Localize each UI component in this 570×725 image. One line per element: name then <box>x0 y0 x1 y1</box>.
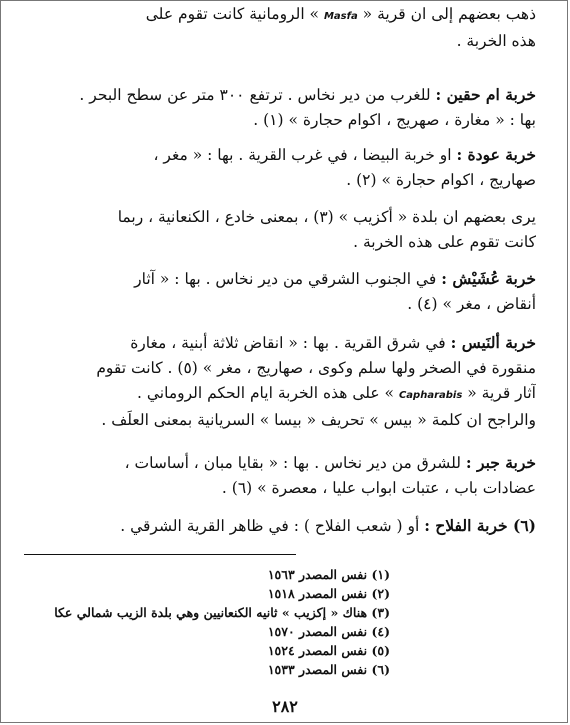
section-heading: خربة عودة : <box>456 145 536 164</box>
footnote-divider <box>24 554 296 555</box>
page-number: ۲۸۲ <box>272 697 298 716</box>
section-heading: خربة ألنَيس : <box>450 333 536 352</box>
section-line: خربة عُشَيْش : في الجنوب الشرقي من دير نخاس . بها : « آثار <box>134 269 536 288</box>
section-line: خربة عودة : او خربة البيضا ، في غرب القرية . بها : « مغر ، <box>153 145 536 164</box>
footnote-2: (۲) نفس المصدر ۱٥۱۸ <box>267 586 390 601</box>
section-heading: خربة ام حقين : <box>435 85 536 104</box>
section-khirbet-ushaysh <box>36 266 536 317</box>
section-line: (٦) خربة الفلاح : أو ( شعب الفلاح ) : في ظاهر القرية الشرقي . <box>120 516 536 535</box>
footnote-1: (۱) نفس المصدر ۱٥٦۳ <box>267 567 390 582</box>
section-heading: خربة عُشَيْش : <box>441 269 536 288</box>
section-line: أنقاض ، مغر » (٤) . <box>407 295 536 313</box>
section-line: خربة جبر : للشرق من دير نخاس . بها : « بقايا مبان ، أساسات ، <box>124 453 536 472</box>
footnote-3: (۳) هناك « إكزيب » ثانيه الكنعانيين وهي بلدة الزيب شمالي عكا <box>54 605 390 620</box>
footnote-5: (٥) نفس المصدر ۱٥۲٤ <box>267 643 390 658</box>
section-heading: (٦) خربة الفلاح : <box>424 516 536 535</box>
intro-paragraph <box>36 2 536 54</box>
section-khirbet-ulnis <box>36 330 536 433</box>
section-khirbet-jabr <box>36 450 536 501</box>
section-khirbet-umm-haqin <box>36 82 536 133</box>
section-line: والراجح ان كلمة « بيس » تحريف « بيسا » السريانية بمعنى العلَف . <box>101 411 536 429</box>
intro-line-1: ذهب بعضهم إلى ان قرية « Masfa » الرومانية كانت تقوم على <box>145 5 536 23</box>
latin-term-masfa: Masfa <box>323 11 358 22</box>
section-line: كانت تقوم على هذه الخربة . <box>353 233 536 251</box>
section-khirbet-alfallah <box>36 513 536 539</box>
section-akzib-note <box>36 205 536 255</box>
section-line: منقورة في الصخر ولها سلم وكوى ، صهاريج ، مغر » (٥) . كانت تقوم <box>96 359 536 377</box>
latin-term-capharabis: Capharabis <box>398 390 463 401</box>
section-khirbet-awda <box>36 142 536 193</box>
section-line: صهاريج ، اكوام حجارة » (۲) . <box>346 171 536 189</box>
section-line: آثار قرية « Capharabis » على هذه الخربة ايام الحكم الروماني . <box>137 384 536 402</box>
section-heading: خربة جبر : <box>465 453 536 472</box>
section-line: بها : « مغارة ، صهريج ، اكوام حجارة » (۱) . <box>253 111 536 129</box>
footnote-4: (٤) نفس المصدر ۱٥٧۰ <box>267 624 390 639</box>
section-line: عضادات باب ، عتبات ابواب عليا ، معصرة » (٦) . <box>221 479 536 497</box>
intro-line-2: هذه الخربة . <box>456 32 536 50</box>
section-line: يرى بعضهم ان بلدة « أكزيب » (۳) ، بمعنى خادع ، الكنعانية ، ربما <box>117 208 536 226</box>
footnote-6: (٦) نفس المصدر ۱٥۳۳ <box>267 662 390 677</box>
section-line: خربة ام حقين : للغرب من دير نخاس . ترتفع ۳۰۰ متر عن سطح البحر . <box>79 85 536 104</box>
section-line: خربة ألنَيس : في شرق القرية . بها : « انقاض ثلاثة أبنية ، مغارة <box>130 333 536 352</box>
